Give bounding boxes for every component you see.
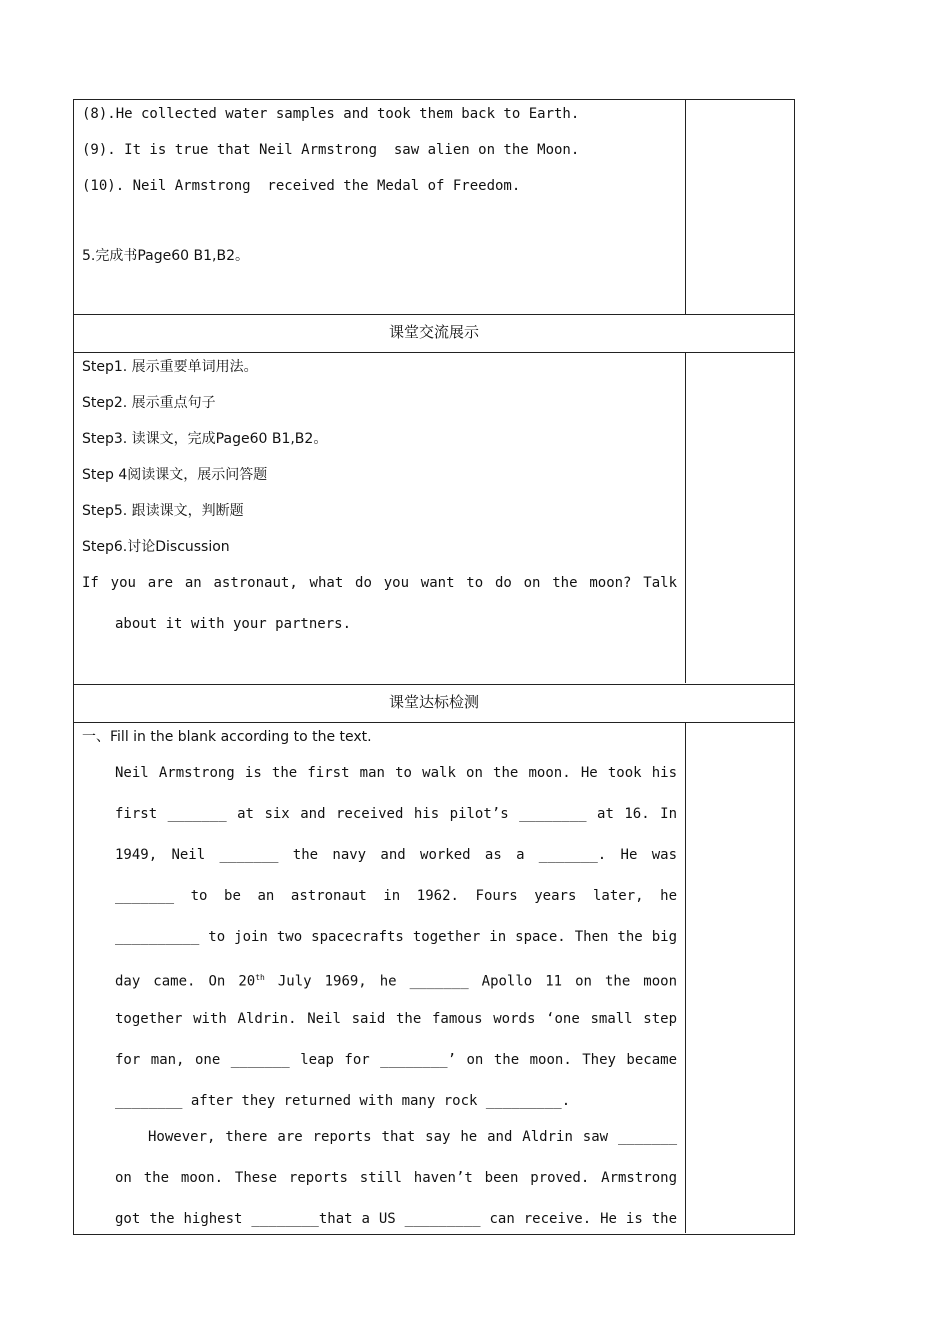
cloze-line: __________ to join two spacecrafts together in space. Then the big: [115, 929, 677, 945]
cloze-line: together with Aldrin. Neil said the famous words ‘one small step: [115, 1011, 677, 1027]
statement-8: (8).He collected water samples and took them back to Earth.: [82, 106, 580, 122]
cloze-cell: [74, 723, 686, 1233]
cloze-date-line: [82, 964, 677, 1005]
cloze-line: got the highest ________that a US _________ can receive. He is the: [115, 1211, 677, 1227]
step-3: Step3. 读课文，完成Page60 B1,B2。: [82, 431, 328, 447]
exercise-row: [73, 99, 795, 315]
discussion-line-1: If you are an astronaut, what do you want to do on the moon? Talk: [82, 575, 677, 591]
date-line-sup: th: [255, 973, 265, 982]
cloze-line: first _______ at six and received his pilot’s ________ at 16. In: [115, 806, 677, 822]
section-header-exchange: 课堂交流展示: [388, 323, 479, 341]
step-6: Step6.讨论Discussion: [82, 539, 230, 555]
cloze-line: on the moon. These reports still haven’t been proved. Armstrong: [115, 1170, 677, 1186]
lesson-table: [73, 99, 795, 1235]
step-2: Step2. 展示重点句子: [82, 395, 216, 411]
cloze-instruction: 一、Fill in the blank according to the text.: [82, 729, 372, 745]
cloze-line: 1949, Neil _______ the navy and worked as a _______. He was: [115, 847, 677, 863]
section-header-row: [73, 315, 795, 353]
task-5: 5.完成书Page60 B1,B2。: [82, 248, 249, 264]
step-1: Step1. 展示重要单词用法。: [82, 359, 258, 375]
steps-cell: [74, 353, 686, 683]
discussion-line-2: about it with your partners.: [115, 616, 352, 632]
cloze-row: [73, 723, 795, 1235]
cloze-line: ________ after they returned with many rock _________.: [115, 1093, 571, 1109]
date-line-before: day came. On 20: [115, 973, 256, 990]
exercise-cell: [74, 100, 686, 314]
cloze-line: Neil Armstrong is the first man to walk on the moon. He took his: [115, 765, 677, 781]
statement-9: (9). It is true that Neil Armstrong saw alien on the Moon.: [82, 142, 580, 158]
cloze-para2-first: However, there are reports that say he and Aldrin saw _______: [148, 1129, 677, 1145]
section-header-row: [73, 685, 795, 723]
date-line-after: July 1969, he _______ Apollo 11 on the moon: [264, 973, 677, 990]
step-4: Step 4阅读课文，展示问答题: [82, 467, 268, 483]
steps-row: [73, 353, 795, 685]
section-header-test: 课堂达标检测: [388, 693, 479, 711]
cloze-line: for man, one _______ leap for ________’ on the moon. They became: [115, 1052, 677, 1068]
statement-10: (10). Neil Armstrong received the Medal of Freedom.: [82, 178, 521, 194]
step-5: Step5. 跟读课文，判断题: [82, 503, 244, 519]
cloze-line: _______ to be an astronaut in 1962. Fours years later, he: [115, 888, 677, 904]
